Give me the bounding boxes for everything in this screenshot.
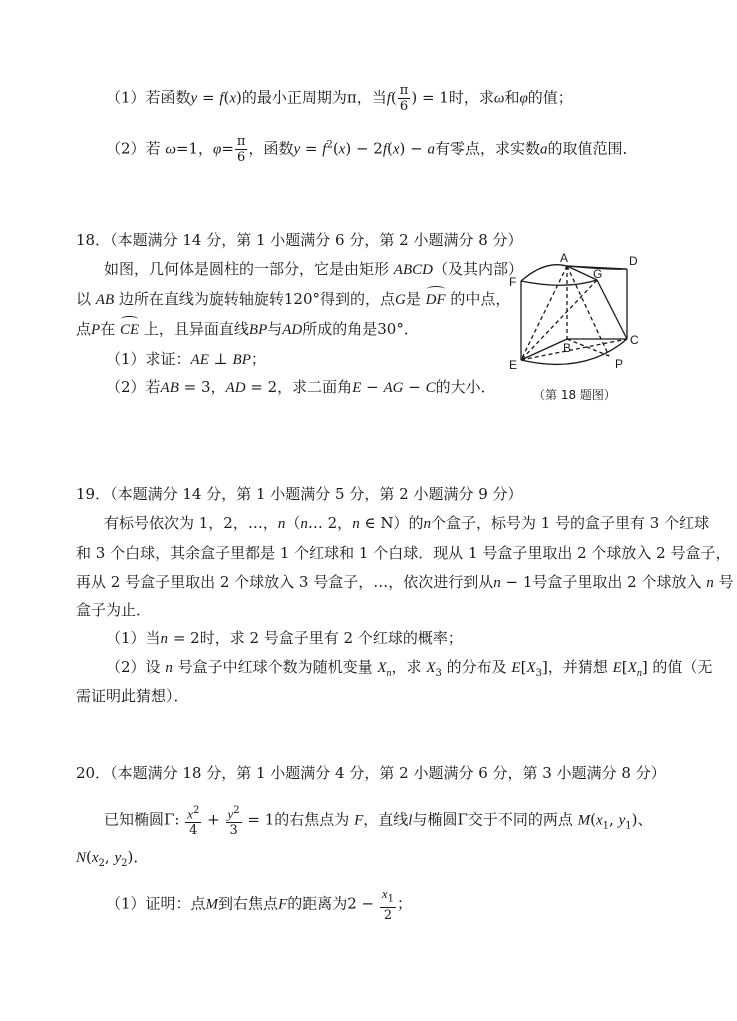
q19-body-2: 和 3 个白球，其余盒子里都是 1 个红球和 1 个白球．现从 1 号盒子里取出 2 个球放入 2 号盒子， (76, 544, 731, 562)
edge-GC (597, 280, 627, 339)
q20-part1: （1）证明：点M到右焦点F的距离为2 − $\frac{x_1}{2}$ ； (106, 886, 413, 923)
top-arc (521, 265, 627, 281)
q18-body-1: 如图，几何体是圆柱的一部分，它是由矩形 ABCD（及其内部） (104, 260, 523, 278)
q18-body-2: 以 AB 边所在直线为旋转轴旋转120°得到的，点G是 DF 的中点， (76, 288, 510, 311)
q18-header: 18．（本题满分 14 分，第 1 小题满分 6 分，第 2 小题满分 8 分） (76, 231, 523, 249)
q19-part1: （1）当n = 2时，求 2 号盒子里有 2 个红球的概率； (106, 629, 463, 647)
q20-header: 20．（本题满分 18 分，第 1 小题满分 4 分，第 2 小题满分 6 分，第 3 小题满分 8 分） (76, 764, 666, 782)
q19-part2b: 需证明此猜想）． (76, 687, 189, 705)
q19-part2: （2）设 n 号盒子中红球个数为随机变量 $X_n$，求 $X_3$ 的分布及 $E[X_3]$，并猜想 $E[X_n]$ 的值（无 (106, 658, 713, 679)
q19-header: 19．（本题满分 14 分，第 1 小题满分 5 分，第 2 小题满分 9 分） (76, 485, 523, 503)
q19-body-1: 有标号依次为 1，2，…，n（n… 2，n ∈ N）的n个盒子，标号为 1 号的盒子里有 3 个红球 (104, 514, 710, 532)
q19-body-3: 再从 2 号盒子里取出 2 个球放入 3 号盒子，…，依次进行到从n − 1号盒子里取出 2 个球放入 n 号 (76, 573, 734, 591)
q18-part2: （2）若AB = 3，AD = 2，求二面角E − AG − C的大小． (106, 378, 496, 396)
q18-figure-caption: （第 18 题图） (533, 388, 616, 402)
label-F: F (509, 275, 517, 289)
q20-body-1: 已知椭圆Γ: $\frac{x^2}{4}$ + $\frac{y^2}{3}$ = 1的右焦点为 F，直线l与椭圆Γ交于不同的两点 $M(x_1$, $y_1$)、 (104, 805, 653, 839)
top-front-arc (521, 280, 597, 285)
label-E: E (509, 358, 518, 372)
edge-BP (567, 339, 609, 356)
q17-part2: （2）若 ω=1，φ= $\frac{\pi}{6}$ ，函数$y = f^2(x) - 2f(x) - a$有零点，求实数a的取值范围． (106, 134, 638, 165)
label-P: P (615, 357, 624, 371)
label-B: B (563, 341, 572, 355)
edge-GE (521, 280, 597, 360)
edge-BE (521, 339, 567, 360)
q18-figure (505, 250, 655, 380)
label-D: D (629, 254, 638, 268)
q20-body-2: $N(x_2$, $y_2$)． (76, 848, 149, 869)
edge-AE (521, 266, 567, 360)
label-G: G (593, 267, 603, 281)
edge-AP (567, 266, 609, 356)
q17-part1: （1）若函数y = f(x)的最小正周期为π，当f( $\frac{\pi}{6}$ ) = 1时，求ω和φ的值； (106, 83, 573, 114)
label-C: C (630, 333, 639, 347)
q19-body-4: 盒子为止． (76, 601, 152, 619)
q18-part1: （1）求证：AE ⊥ BP； (106, 350, 266, 368)
label-A: A (560, 251, 569, 265)
q18-body-3: 点P在 CE 上，且异面直线BP与AD所成的角是30°． (76, 318, 419, 341)
